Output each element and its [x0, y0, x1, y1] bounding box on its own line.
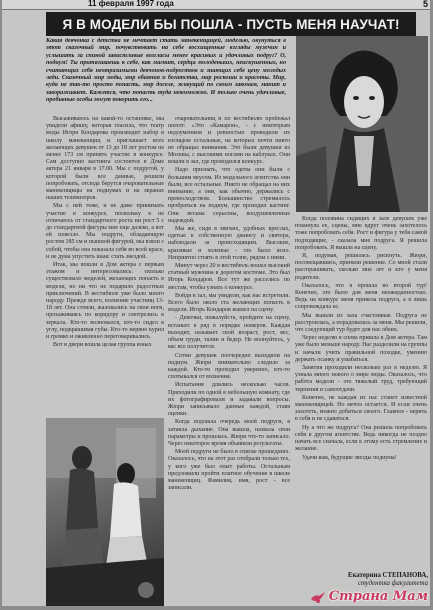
stork-icon — [310, 590, 326, 604]
paragraph: Моей подруги не было в списке прошедших. Оказалось, что на этот раз отобрали только тех, у кого уже был опыт работы. Остальным предложили пройти платное обучение в школе манекенщиц. Фамилия, имя, рост - все записали. — [168, 449, 290, 492]
author-affiliation: студентка факультета — [357, 579, 428, 587]
paragraph: Ну а что же подруга? Она решила попробовать себя в другом агентстве. Ведь никогда не поздно начать все сначала, если к этому есть стремление и желание. — [295, 424, 427, 453]
paragraph: Испытания длились несколько часов. Приходили по одной в небольшую комнату, где их фотографировали и задавали вопросы. Жюри записывало данные каждой, ставя оценки. — [168, 382, 290, 418]
page-number: 5 — [422, 0, 428, 9]
models-photo-illustration — [46, 418, 164, 606]
article-headline — [46, 12, 416, 36]
paragraph: Сотни девушек поочередно выходили на подиум. Жюри внимательно следило за каждой. Кто-то проходил уверенно, кто-то спотыкался от волнения. — [168, 352, 290, 381]
paragraph: Когда половина сидящих в зале девушек уже покинула ее, сцены, мне вдруг очень захотелось тоже попробовать себя. Рост и фигура у тебя самой подходящие, - сказала мне подруга. Я решила попробовать. Я вышла на сцену. — [295, 216, 427, 251]
paragraph: очаровательниц и по вестибюлю пробежал шепот: «Это «Камарон», - с некоторым недоумением и ревностью проводили их взглядом остальные, на которых почти никто не обращал внимания. Это были девушки из Москвы, с высокими ногами на каблуках. Они вошли в зал, где проводился конкурс. — [168, 116, 290, 166]
paragraph: Мы же, сидя в мягких, удобных креслах, одетые в собственную джинсу и свитера, наблюдали за происходящим. Высокие, красивые и холеные - это было ясно. Неприятно стоять в этой толпе, рядом с ними. — [168, 226, 290, 261]
paragraph: Высаживаюсь на какой-то остановке, мы увидели афишу, которая гласила, что театр моды Игоря Кондарова производит набор в школу манекенщиц и приглашает всех желающих девушек от 13 до 18 лет ростом не менее 173 см принять участие в конкурсе. Сам доступно кастинга состоится в Доме актера 21 января в 17.00. Мы с подругой, у которой были все данные, решили попробовать, отсюда берутся очаровательные манекенщицы на подиумах и на экранах наших телевизоров. — [46, 116, 164, 202]
paragraph: Я, подумав, решилась рискнуть. Жюри, посовещавшись, приняли решение. Со мной стали расспрашивать, сколько мне лет и кто у меня родители. — [295, 253, 427, 281]
paragraph: Мы с ней тоже, и не даже принимать участие в конкурсе, поскольку я не отличаюсь от стандартного роста ни рост 5 с до стандартной фигуры мне еще далеко, а вот ей повезло. Мы подруги, обладающую ростом 185 см и пышной фигурой, мы взяли с собой, чтобы она показала себя во всей красе, и не дума упустить шанс стать звездой. — [46, 203, 164, 260]
author-signature — [296, 572, 428, 587]
header-bar — [2, 0, 430, 10]
paragraph: Вот я двери вошла целая группа юных — [53, 342, 152, 349]
paragraph: Занятия проходили несколько раз в неделю. Я узнала много нового о мире моды. Оказалось, что работа модели - это тяжелый труд, требующий терпения и самоотдачи. — [295, 365, 427, 393]
article-column-3 — [295, 216, 427, 570]
paragraph: Конечно, не каждая из нас станет известной манекенщицей. Но мечта остается. И если очень захотеть, можно добиться своего. Главное - верить в себя и не сдаваться. — [295, 394, 427, 423]
paragraph: Удачи вам, будущие звезды подиума! — [302, 454, 397, 461]
article-lead: Какая девчонка с детства не мечтает стать манекенщицей, моделью, окунуться в этот сказочный мир, почувствовать на себе восхищенные взгляды мужчин и услышать за спиной завистливые возгласы менее красивых и удачливых подруг? О, подиум! Ты притягиваешь к себе, как магнит, сердца молоденьких, неискушенных, но считающих себя неотразимыми девчонок-подростков и знающих себе цену молодых леди. Сказочный мир моды, мир обаяния и богатства, мир роскоши и красоты. Мир, куда не так-то просто попасть, мир доселе, живущий по своим законам, манит и завораживает. Кажется, что попасть туда невозможно. И только очень удачливые, пробивные особы могут покорить его... — [46, 38, 286, 104]
watermark-text: Страна Мам — [328, 589, 428, 604]
article-column-2 — [168, 116, 290, 606]
site-watermark — [310, 589, 428, 604]
paragraph: Войдя в зал, мы увидели, как нас встретили. Всего было около ста желающих попасть в модели. Игорь Кондаров вышел на сцену. — [168, 292, 290, 314]
newspaper-page — [2, 0, 430, 606]
paragraph: Итак, мы вошли в Дом актера с первым этажом и интересовались: сколько существовало моделей, желающих попасть в модели, но ни что не подарило радостных приключений. В вестибюле уже было много народу. Прежде всего, волнение участниц 13-18 лет. Она стояли, жаловались на свои ноги, прохаживаясь по коридору и смотрелись в зеркала. Кто-то волновался, кто-то сидел в углу, подкрашивая губы. Кто-то нервно курил и громко и оживленно переговаривались. — [46, 262, 164, 341]
paragraph: - Девочки, пожалуйста, пройдите на сцену, встаньте в ряд в порядке номеров. Каждая выходит, называет свой возраст, рост, вес, объем груди, талии и бедер. Не волнуйтесь, у вас все получится. — [168, 315, 290, 351]
issue-date: 11 февраля 1997 года — [88, 0, 174, 8]
model-portrait-photo — [296, 36, 428, 212]
models-photo — [46, 418, 164, 606]
paragraph: Через неделю я снова пришла в Дом актера. Там уже было меньше народу. Нас разделили на группы и начали учить правильной походке, умению держать осанку и улыбаться. — [295, 335, 427, 363]
author-name: Екатерина СТЕПАНОВА, — [347, 572, 428, 579]
paragraph: Минут через 20 в вестибюль вошел высокий статный мужчина в дорогом костюме. Это был Игорь Кондаров. Все тут же расселись по местам, чтобы узнать о конкурсе. — [168, 263, 290, 291]
paragraph: Надо признать, что одеты они были с большим вкусом. Из модельного агентства они были, все остальные. Никто не обращал на них внимание, а они, как обычно, держались с превосходством. Большинство стремилось пробраться на подиум, где проходил кастинг. Они весьма серьезны, воодушевленные надеждой. — [168, 167, 290, 224]
paragraph: Когда подошла очередь моей подруги, я затаила дыхание. Она вышла, назвала свои параметры и прошлась. Жюри что-то записало. Через некоторое время объявили результаты. — [168, 419, 290, 447]
article-column-1 — [46, 116, 164, 411]
model-portrait-illustration — [296, 36, 428, 212]
handwritten-note — [4, 108, 44, 288]
paragraph: Мы вышли из зала счастливые. Подруга не расстроилась, а порадовалась за меня. Мы решили, что следующий тур будет для нас обеих. — [295, 312, 427, 334]
paragraph: Оказалось, что я прошла во второй тур! Конечно, это было для меня неожиданностью. Ведь на конкурс меня привела подруга, а я лишь сопровождала ее. — [295, 282, 427, 311]
headline-text: Я В МОДЕЛИ БЫ ПОШЛА - ПУСТЬ МЕНЯ НАУЧАТ! — [62, 16, 400, 32]
